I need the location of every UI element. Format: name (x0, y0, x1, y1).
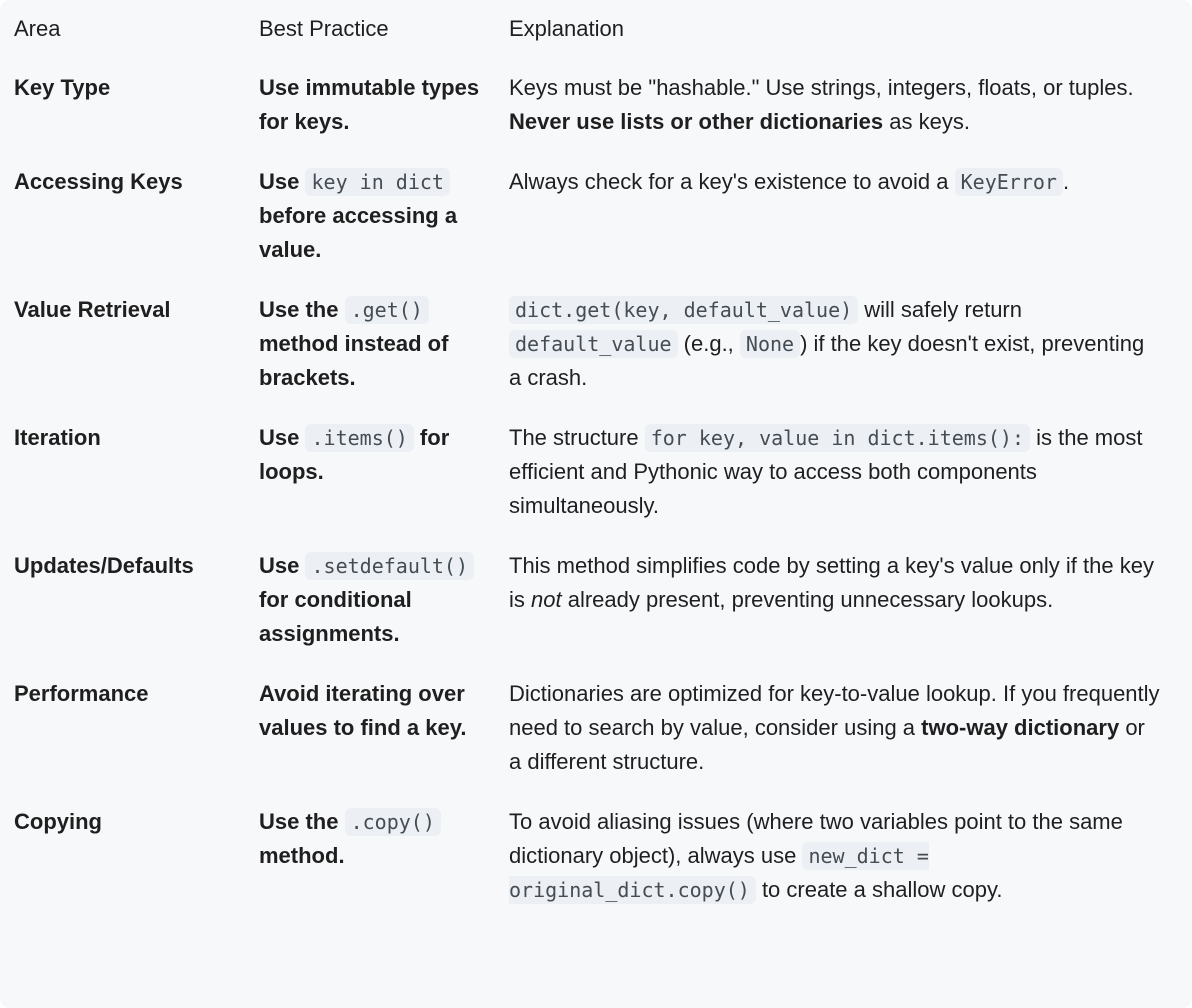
text-segment: as keys. (883, 109, 970, 134)
header-best-practice: Best Practice (259, 16, 389, 41)
bold-text: two-way dictionary (921, 715, 1120, 740)
header-row (0, 0, 1192, 59)
table-row (0, 409, 1192, 537)
inline-code: default_value (509, 330, 678, 358)
text-segment: . (1062, 169, 1070, 194)
text-segment: Dictionaries are optimized for key-to-value lookup. If you frequently need to search by value, consider using a (509, 681, 1160, 740)
explanation-cell (495, 409, 1192, 537)
explanation-cell (495, 59, 1192, 153)
text-segment: before accessing a value. (259, 203, 458, 262)
area-cell: Copying (14, 809, 102, 834)
inline-code: dict.get(key, default_value) (509, 296, 858, 324)
explanation-cell (495, 793, 1192, 921)
explanation-cell (495, 537, 1192, 665)
best-practice-cell (245, 537, 495, 665)
best-practice-cell (245, 793, 495, 921)
area-cell: Performance (14, 681, 149, 706)
text-segment: to create a shallow copy. (755, 877, 1003, 902)
italic-text: not (531, 587, 562, 612)
text-segment: method. (259, 843, 345, 868)
text-segment: ) if the key doesn't exist, preventing a crash. (509, 331, 1145, 390)
best-practice-cell (245, 59, 495, 153)
inline-code: key in dict (305, 168, 449, 196)
text-segment: is the most efficient and Pythonic way to access both components simultaneously. (509, 425, 1143, 518)
text-segment: Use immutable types for keys. (259, 75, 480, 134)
text-segment: This method simplifies code by setting a key's value only if the key is (509, 553, 1154, 612)
text-segment: Use (259, 169, 306, 194)
text-segment: Use (259, 425, 306, 450)
area-cell: Accessing Keys (14, 169, 183, 194)
text-segment: To avoid aliasing issues (where two variables point to the same dictionary object), always use (509, 809, 1123, 868)
explanation-cell (495, 281, 1192, 409)
inline-code: .items() (305, 424, 413, 452)
text-segment: for conditional assignments. (259, 587, 412, 646)
inline-code: None (740, 330, 800, 358)
best-practice-cell (245, 409, 495, 537)
inline-code: .copy() (345, 808, 441, 836)
text-segment: or a different structure. (509, 715, 1145, 774)
best-practice-cell (245, 281, 495, 409)
text-segment: (e.g., (677, 331, 740, 356)
table-row (0, 59, 1192, 153)
table-header (0, 0, 1192, 59)
text-segment: Use (259, 553, 306, 578)
text-segment: method instead of brackets. (259, 331, 449, 390)
header-explanation: Explanation (509, 16, 624, 41)
text-segment: The structure (509, 425, 645, 450)
area-cell: Value Retrieval (14, 297, 171, 322)
header-area: Area (14, 16, 61, 41)
explanation-cell (495, 153, 1192, 281)
text-segment: Use the (259, 809, 345, 834)
best-practice-cell (245, 665, 495, 793)
inline-code: KeyError (955, 168, 1063, 196)
area-cell: Iteration (14, 425, 101, 450)
inline-code: .setdefault() (305, 552, 474, 580)
inline-code: .get() (345, 296, 429, 324)
text-segment: already present, preventing unnecessary lookups. (561, 587, 1054, 612)
text-segment: will safely return (858, 297, 1022, 322)
area-cell: Updates/Defaults (14, 553, 194, 578)
inline-code: new_dict = original_dict.copy() (509, 844, 929, 902)
table-row (0, 793, 1192, 921)
table-row (0, 153, 1192, 281)
text-segment: Keys must be "hashable." Use strings, integers, floats, or tuples. (509, 75, 1134, 100)
text-segment: for loops. (259, 425, 450, 484)
table-body (0, 59, 1192, 921)
table-row (0, 537, 1192, 665)
table-row (0, 665, 1192, 793)
explanation-cell (495, 665, 1192, 793)
area-cell: Key Type (14, 75, 111, 100)
text-segment: Avoid iterating over values to find a key. (259, 681, 467, 740)
text-segment: Always check for a key's existence to avoid a (509, 169, 955, 194)
inline-code: for key, value in dict.items(): (645, 424, 1030, 452)
best-practice-cell (245, 153, 495, 281)
text-segment: Use the (259, 297, 345, 322)
bold-text: Never use lists or other dictionaries (509, 109, 884, 134)
table-row (0, 281, 1192, 409)
